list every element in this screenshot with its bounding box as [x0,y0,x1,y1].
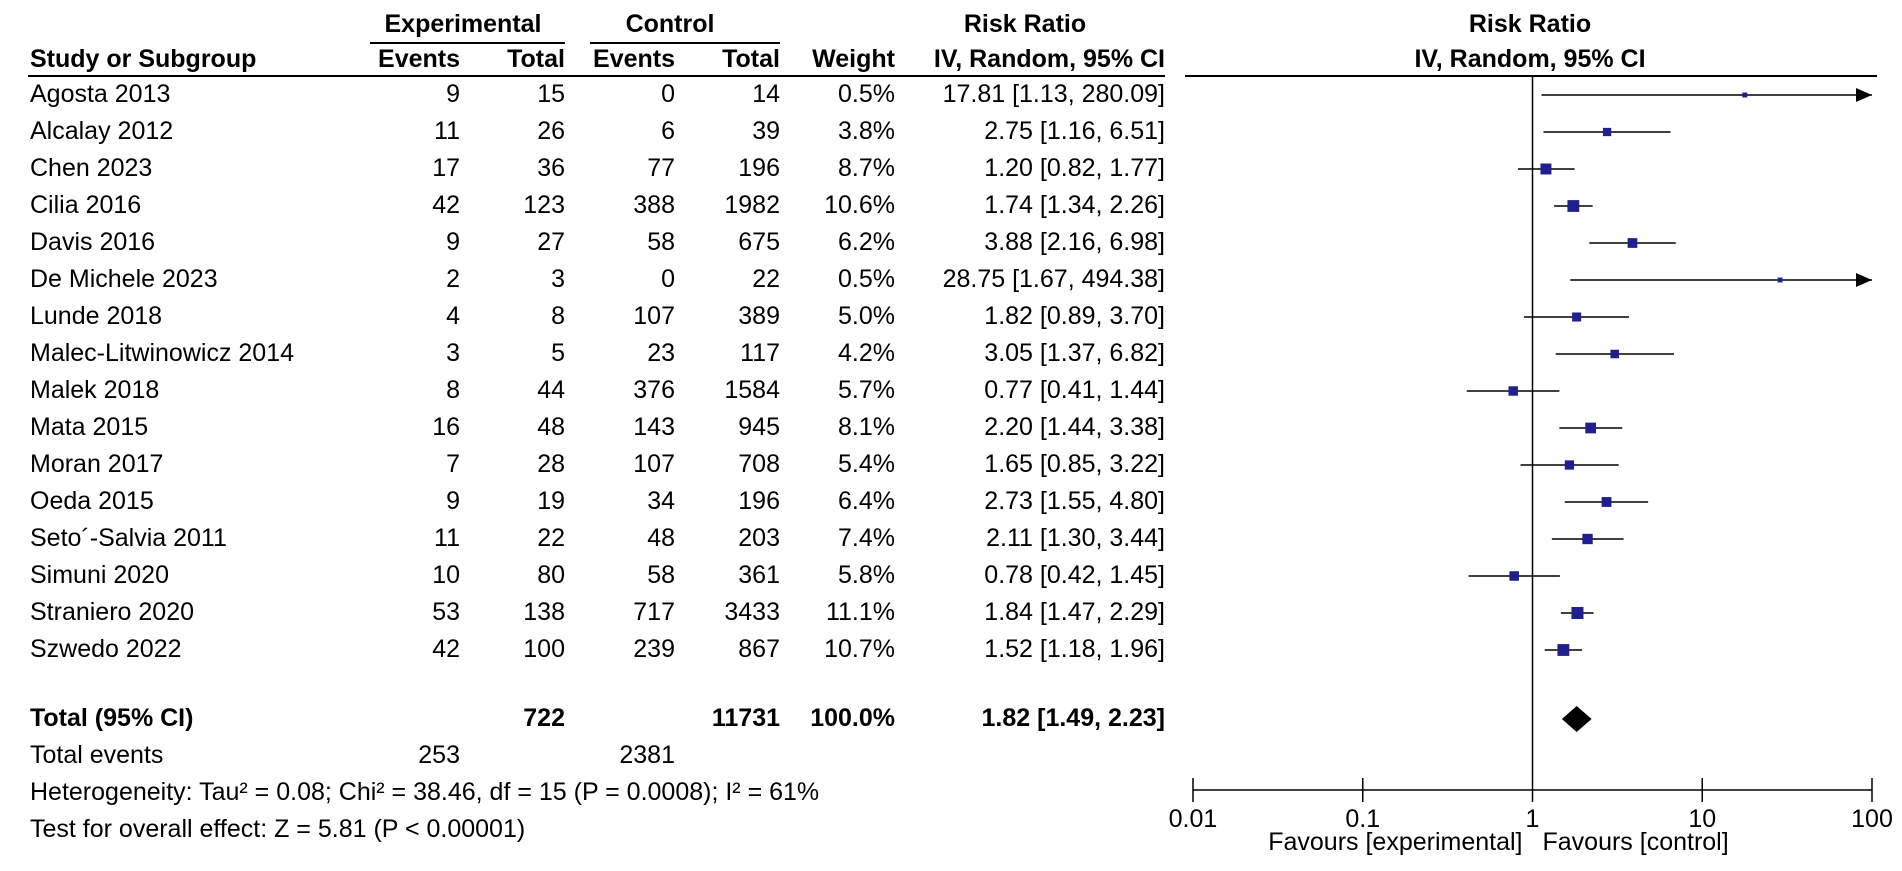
total-ctl: 867 [738,635,780,663]
risk-ratio-ci: 28.75 [1.67, 494.38] [942,265,1165,293]
events-exp: 16 [432,413,460,441]
study-name: Lunde 2018 [30,302,163,330]
study-name: Alcalay 2012 [30,117,174,145]
study-name: Oeda 2015 [30,487,154,515]
study-point [1571,607,1583,619]
total-exp: 3 [551,265,565,293]
study-name: Malec-Litwinowicz 2014 [30,339,295,367]
study-name: Cilia 2016 [30,191,142,219]
events-exp: 4 [446,302,460,330]
total-exp: 8 [551,302,565,330]
events-exp: 42 [432,191,460,219]
events-ctl: 77 [647,154,675,182]
header-control: Control [625,10,715,38]
events-ctl: 58 [647,561,675,589]
study-name: De Michele 2023 [30,265,218,293]
events-ctl: 239 [633,635,675,663]
events-ctl: 107 [633,450,675,478]
events-exp: 11 [434,117,460,145]
header-experimental: Experimental [384,10,542,38]
weight: 6.2% [838,228,895,256]
study-point [1572,312,1581,321]
weight: 10.7% [824,635,895,663]
risk-ratio-ci: 2.73 [1.55, 4.80] [984,487,1165,515]
total-events-label: Total events [30,741,164,769]
study-point [1585,423,1596,434]
weight: 5.0% [838,302,895,330]
weight: 8.7% [838,154,895,182]
study-point [1567,200,1579,212]
overall-effect-text: Test for overall effect: Z = 5.81 (P < 0.00001) [30,815,526,843]
total-ctl: 1982 [724,191,780,219]
study-point [1509,571,1519,581]
study-point [1557,644,1569,656]
x-tick-label: 10 [1688,805,1717,833]
weight: 5.7% [838,376,895,404]
study-name: Chen 2023 [30,154,153,182]
total-exp: 5 [551,339,565,367]
total-exp: 80 [537,561,565,589]
events-exp: 9 [446,487,460,515]
col-events-exp: Events [378,45,460,73]
total-exp: 722 [523,704,565,732]
col-study: Study or Subgroup [30,45,257,73]
study-point [1742,93,1747,98]
total-ctl: 22 [752,265,780,293]
risk-ratio-ci: 0.78 [0.42, 1.45] [984,561,1165,589]
total-exp: 27 [537,228,565,256]
study-point [1540,164,1551,175]
events-ctl: 388 [633,191,675,219]
study-name: Seto´-Salvia 2011 [30,524,227,552]
total-ctl: 196 [738,487,780,515]
ci-arrow [1856,273,1872,287]
events-ctl: 376 [633,376,675,404]
study-name: Mata 2015 [30,413,149,441]
study-name: Agosta 2013 [30,80,171,108]
total-events-ctl: 2381 [619,741,675,769]
events-exp: 8 [446,376,460,404]
events-ctl: 58 [647,228,675,256]
study-name: Malek 2018 [30,376,160,404]
total-ctl: 389 [738,302,780,330]
x-tick-label: 1 [1525,805,1540,833]
study-name: Davis 2016 [30,228,156,256]
study-point [1509,386,1518,395]
total-exp: 28 [537,450,565,478]
total-ci: 1.82 [1.49, 2.23] [981,704,1165,732]
risk-ratio-ci: 1.65 [0.85, 3.22] [984,450,1165,478]
risk-ratio-ci: 1.20 [0.82, 1.77] [984,154,1165,182]
events-exp: 42 [432,635,460,663]
weight: 6.4% [838,487,895,515]
total-events-exp: 253 [418,741,460,769]
total-exp: 48 [537,413,565,441]
total-ctl: 203 [738,524,780,552]
total-ctl: 945 [738,413,780,441]
study-point [1628,238,1638,248]
total-exp: 123 [523,191,565,219]
weight: 4.2% [838,339,895,367]
risk-ratio-ci: 0.77 [0.41, 1.44] [984,376,1165,404]
total-exp: 19 [537,487,565,515]
risk-ratio-ci: 1.52 [1.18, 1.96] [984,635,1165,663]
events-ctl: 23 [647,339,675,367]
header-risk-ratio: Risk Ratio [963,10,1087,38]
study-name: Straniero 2020 [30,598,195,626]
weight: 11.1% [825,598,895,626]
study-point [1778,278,1783,283]
events-ctl: 143 [633,413,675,441]
risk-ratio-ci: 1.82 [0.89, 3.70] [984,302,1165,330]
col-total-ctl: Total [722,45,780,73]
total-exp: 22 [537,524,565,552]
events-exp: 9 [446,80,460,108]
risk-ratio-ci: 17.81 [1.13, 280.09] [942,80,1165,108]
risk-ratio-ci: 2.75 [1.16, 6.51] [984,117,1165,145]
risk-ratio-ci: 2.20 [1.44, 3.38] [984,413,1165,441]
study-point [1582,534,1592,544]
study-name: Moran 2017 [30,450,164,478]
events-exp: 3 [446,339,460,367]
total-ctl: 11731 [711,704,780,732]
events-exp: 7 [446,450,460,478]
study-point [1603,128,1611,136]
weight: 10.6% [824,191,895,219]
events-exp: 10 [432,561,460,589]
ci-arrow [1856,88,1872,102]
events-exp: 17 [432,154,460,182]
col-events-ctl: Events [593,45,675,73]
events-exp: 9 [446,228,460,256]
favours-experimental-label: Favours [experimental] [1268,828,1523,856]
risk-ratio-ci: 3.88 [2.16, 6.98] [984,228,1165,256]
events-exp: 11 [434,524,460,552]
risk-ratio-ci: 2.11 [1.30, 3.44] [986,524,1165,552]
weight: 5.8% [838,561,895,589]
weight: 3.8% [838,117,895,145]
events-exp: 2 [446,265,460,293]
col-total-exp: Total [507,45,565,73]
study-name: Simuni 2020 [30,561,169,589]
total-label: Total (95% CI) [30,704,194,732]
x-tick-label: 0.01 [1168,805,1218,833]
heterogeneity-text: Heterogeneity: Tau² = 0.08; Chi² = 38.46, df = 15 (P = 0.0008); I² = 61% [30,778,820,806]
x-tick-label: 100 [1851,805,1893,833]
total-exp: 26 [537,117,565,145]
total-exp: 138 [523,598,565,626]
risk-ratio-ci: 1.74 [1.34, 2.26] [984,191,1165,219]
weight: 0.5% [838,80,895,108]
total-exp: 44 [537,376,565,404]
risk-ratio-ci: 3.05 [1.37, 6.82] [984,339,1165,367]
weight: 0.5% [838,265,895,293]
events-exp: 53 [432,598,460,626]
total-ctl: 361 [738,561,780,589]
plot-title: Risk Ratio [1468,10,1592,38]
weight: 5.4% [838,450,895,478]
total-exp: 100 [523,635,565,663]
total-ctl: 1584 [724,376,780,404]
events-ctl: 0 [661,265,675,293]
total-ctl: 3433 [724,598,780,626]
favours-control-label: Favours [control] [1542,828,1729,856]
events-ctl: 717 [633,598,675,626]
total-ctl: 39 [752,117,780,145]
events-ctl: 6 [661,117,675,145]
total-ctl: 117 [740,339,780,367]
total-ctl: 196 [738,154,780,182]
plot-subtitle: IV, Random, 95% CI [1414,45,1646,73]
x-tick-label: 0.1 [1345,805,1381,833]
total-exp: 15 [537,80,565,108]
risk-ratio-ci: 1.84 [1.47, 2.29] [984,598,1165,626]
events-ctl: 0 [661,80,675,108]
events-ctl: 48 [647,524,675,552]
study-point [1565,460,1574,469]
total-exp: 36 [537,154,565,182]
events-ctl: 107 [633,302,675,330]
col-ci: IV, Random, 95% CI [933,45,1165,73]
total-ctl: 675 [738,228,780,256]
study-point [1602,497,1612,507]
total-weight: 100.0% [810,704,895,732]
total-ctl: 14 [752,80,780,108]
study-name: Szwedo 2022 [30,635,182,663]
total-ctl: 708 [738,450,780,478]
pooled-diamond [1562,706,1592,732]
study-point [1610,350,1619,359]
weight: 8.1% [838,413,895,441]
col-weight: Weight [812,45,895,73]
events-ctl: 34 [647,487,675,515]
weight: 7.4% [838,524,895,552]
